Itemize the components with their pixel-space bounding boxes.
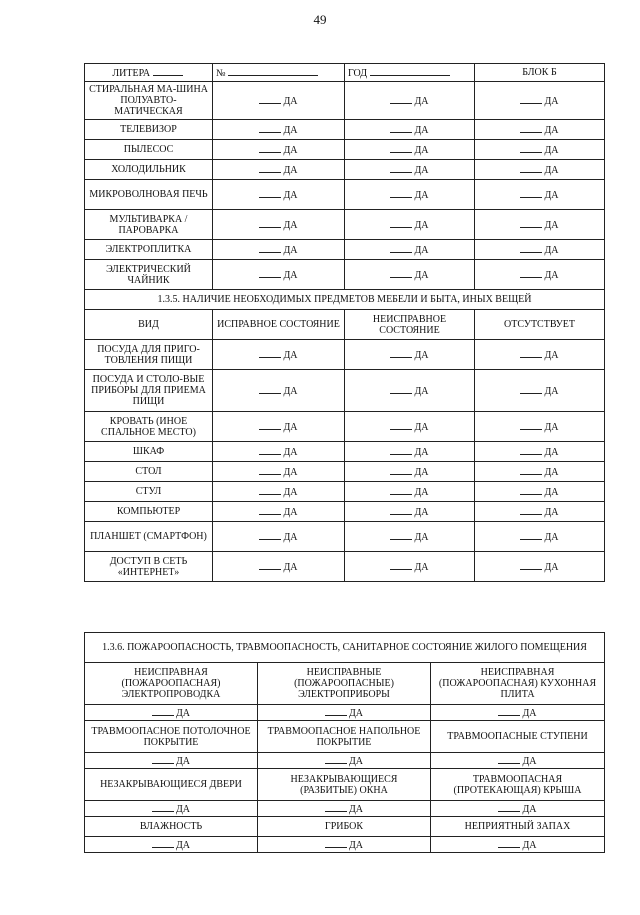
- hazard-answer-row: [85, 801, 605, 817]
- furniture-name: СТОЛ: [85, 462, 213, 482]
- da-cell: [475, 120, 605, 140]
- da-answer-field[interactable]: [390, 420, 412, 430]
- da-cell: [345, 240, 475, 260]
- da-answer-field[interactable]: [325, 802, 347, 812]
- da-cell: [431, 753, 605, 769]
- da-answer-field[interactable]: [520, 348, 542, 358]
- da-answer-field[interactable]: [390, 188, 412, 198]
- da-cell: [345, 412, 475, 442]
- furniture-row: [85, 462, 605, 482]
- da-answer-field[interactable]: [520, 268, 542, 278]
- da-answer-field[interactable]: [259, 384, 281, 394]
- hazard-label: НЕПРИЯТНЫЙ ЗАПАХ: [431, 817, 605, 837]
- da-label: ДА: [283, 350, 298, 361]
- da-cell: [475, 412, 605, 442]
- hazard-label-row: [85, 721, 605, 753]
- da-answer-field[interactable]: [390, 465, 412, 475]
- da-answer-field[interactable]: [152, 706, 174, 716]
- appliance-name: ЭЛЕКТРИЧЕСКИЙ ЧАЙНИК: [85, 260, 213, 290]
- da-cell: [475, 370, 605, 412]
- furniture-row: [85, 412, 605, 442]
- hazard-label: НЕИСПРАВНАЯ (ПОЖАРООПАСНАЯ) ЭЛЕКТРОПРОВОДКА: [85, 663, 258, 705]
- da-cell: [431, 837, 605, 853]
- da-cell: [475, 502, 605, 522]
- furniture-row: [85, 502, 605, 522]
- da-cell: [345, 462, 475, 482]
- da-cell: [258, 801, 431, 817]
- furniture-name: ПОСУДА ДЛЯ ПРИГО-ТОВЛЕНИЯ ПИЩИ: [85, 340, 213, 370]
- da-answer-field[interactable]: [259, 163, 281, 173]
- da-answer-field[interactable]: [498, 838, 520, 848]
- appliances-furniture-table: [84, 63, 605, 582]
- da-answer-field[interactable]: [520, 420, 542, 430]
- litera-cell: [85, 64, 213, 82]
- number-field[interactable]: [228, 66, 318, 76]
- furniture-name: СТУЛ: [85, 482, 213, 502]
- da-answer-field[interactable]: [259, 268, 281, 278]
- appliance-name: СТИРАЛЬНАЯ МА-ШИНА ПОЛУАВТО-МАТИЧЕСКАЯ: [85, 82, 213, 120]
- da-label: ДА: [414, 165, 429, 176]
- da-cell: [475, 260, 605, 290]
- da-cell: [475, 442, 605, 462]
- section-135-title: 1.3.5. НАЛИЧИЕ НЕОБХОДИМЫХ ПРЕДМЕТОВ МЕБЕЛИ И БЫТА, ИНЫХ ВЕЩЕЙ: [85, 290, 605, 310]
- da-cell: [213, 82, 345, 120]
- da-cell: [213, 240, 345, 260]
- da-answer-field[interactable]: [259, 143, 281, 153]
- da-answer-field[interactable]: [325, 706, 347, 716]
- appliance-row: [85, 140, 605, 160]
- da-label: ДА: [522, 708, 537, 719]
- da-label: ДА: [348, 708, 364, 719]
- da-cell: [475, 180, 605, 210]
- appliance-name: МИКРОВОЛНОВАЯ ПЕЧЬ: [85, 180, 213, 210]
- da-cell: [475, 340, 605, 370]
- da-answer-field[interactable]: [520, 188, 542, 198]
- da-answer-field[interactable]: [520, 560, 542, 570]
- year-cell: [345, 64, 475, 82]
- da-cell: [213, 552, 345, 582]
- appliance-name: ЭЛЕКТРОПЛИТКА: [85, 240, 213, 260]
- da-cell: [213, 210, 345, 240]
- da-cell: [213, 160, 345, 180]
- appliance-row: [85, 82, 605, 120]
- appliance-row: [85, 120, 605, 140]
- da-answer-field[interactable]: [259, 94, 281, 104]
- da-label: ДА: [283, 145, 298, 156]
- da-answer-field[interactable]: [259, 465, 281, 475]
- da-answer-field[interactable]: [390, 505, 412, 515]
- da-label: ДА: [522, 840, 537, 851]
- section-136-title-row: [85, 633, 605, 663]
- da-cell: [213, 180, 345, 210]
- da-answer-field[interactable]: [520, 465, 542, 475]
- da-label: ДА: [283, 467, 298, 478]
- da-answer-field[interactable]: [259, 530, 281, 540]
- da-label: ДА: [348, 840, 364, 851]
- da-label: ДА: [544, 562, 559, 573]
- appliance-name: ПЫЛЕСОС: [85, 140, 213, 160]
- page-number: 49: [313, 12, 327, 27]
- da-label: ДА: [348, 804, 364, 815]
- da-cell: [213, 412, 345, 442]
- da-answer-field[interactable]: [152, 838, 174, 848]
- furniture-name: КРОВАТЬ (ИНОЕ СПАЛЬНОЕ МЕСТО): [85, 412, 213, 442]
- da-answer-field[interactable]: [152, 802, 174, 812]
- da-cell: [475, 482, 605, 502]
- column-header: НЕИСПРАВНОЕ СОСТОЯНИЕ: [345, 310, 475, 340]
- da-label: ДА: [544, 447, 559, 458]
- da-cell: [345, 210, 475, 240]
- da-label: ДА: [414, 96, 429, 107]
- da-cell: [85, 705, 258, 721]
- section-136-title: 1.3.6. ПОЖАРООПАСНОСТЬ, ТРАВМООПАСНОСТЬ, САНИТАРНОЕ СОСТОЯНИЕ ЖИЛОГО ПОМЕЩЕНИЯ: [85, 633, 605, 663]
- hazard-label: НЕИСПРАВНАЯ (ПОЖАРООПАСНАЯ) КУХОННАЯ ПЛИТА: [431, 663, 605, 705]
- da-label: ДА: [414, 532, 429, 543]
- da-label: ДА: [414, 487, 429, 498]
- da-answer-field[interactable]: [259, 505, 281, 515]
- da-cell: [258, 837, 431, 853]
- litera-label: ЛИТЕРА: [112, 68, 151, 79]
- da-label: ДА: [522, 756, 537, 767]
- da-cell: [345, 260, 475, 290]
- da-cell: [213, 370, 345, 412]
- column-header: ИСПРАВНОЕ СОСТОЯНИЕ: [213, 310, 345, 340]
- da-cell: [475, 140, 605, 160]
- furniture-row: [85, 522, 605, 552]
- da-answer-field[interactable]: [259, 218, 281, 228]
- da-cell: [475, 240, 605, 260]
- da-label: ДА: [544, 487, 559, 498]
- da-answer-field[interactable]: [325, 838, 347, 848]
- da-cell: [85, 801, 258, 817]
- da-label: ДА: [283, 270, 298, 281]
- hazard-label-row: [85, 663, 605, 705]
- da-cell: [213, 120, 345, 140]
- appliance-row: [85, 260, 605, 290]
- da-label: ДА: [544, 245, 559, 256]
- furniture-row: [85, 482, 605, 502]
- da-label: ДА: [175, 756, 191, 767]
- header-row: [85, 64, 605, 82]
- year-field[interactable]: [370, 66, 450, 76]
- da-label: ДА: [414, 422, 429, 433]
- da-cell: [475, 462, 605, 482]
- da-cell: [345, 160, 475, 180]
- da-label: ДА: [414, 447, 429, 458]
- da-label: ДА: [283, 386, 298, 397]
- da-cell: [345, 82, 475, 120]
- da-answer-field[interactable]: [520, 530, 542, 540]
- da-label: ДА: [348, 756, 364, 767]
- da-label: ДА: [283, 447, 298, 458]
- da-cell: [431, 705, 605, 721]
- da-label: ДА: [414, 145, 429, 156]
- da-cell: [213, 482, 345, 502]
- litera-field[interactable]: [153, 66, 183, 76]
- da-answer-field[interactable]: [390, 268, 412, 278]
- da-cell: [345, 502, 475, 522]
- da-label: ДА: [283, 422, 298, 433]
- da-label: ДА: [522, 804, 537, 815]
- hazard-label: ГРИБОК: [258, 817, 431, 837]
- da-label: ДА: [283, 532, 298, 543]
- da-label: ДА: [414, 350, 429, 361]
- hazard-label-row: [85, 769, 605, 801]
- da-cell: [85, 837, 258, 853]
- appliance-row: [85, 160, 605, 180]
- da-label: ДА: [175, 840, 191, 851]
- hazard-label: ТРАВМООПАСНЫЕ СТУПЕНИ: [431, 721, 605, 753]
- section-135-header-row: [85, 310, 605, 340]
- block-cell: [475, 64, 605, 82]
- da-label: ДА: [283, 245, 298, 256]
- da-answer-field[interactable]: [390, 243, 412, 253]
- appliance-row: [85, 240, 605, 260]
- da-answer-field[interactable]: [390, 163, 412, 173]
- block-label: БЛОК Б: [522, 67, 557, 78]
- da-label: ДА: [283, 125, 298, 136]
- hazard-answer-row: [85, 753, 605, 769]
- hazard-label: ТРАВМООПАСНАЯ (ПРОТЕКАЮЩАЯ) КРЫША: [431, 769, 605, 801]
- da-answer-field[interactable]: [390, 560, 412, 570]
- furniture-row: [85, 370, 605, 412]
- da-answer-field[interactable]: [390, 445, 412, 455]
- da-label: ДА: [544, 220, 559, 231]
- da-answer-field[interactable]: [259, 348, 281, 358]
- da-label: ДА: [414, 220, 429, 231]
- da-answer-field[interactable]: [498, 802, 520, 812]
- da-label: ДА: [283, 487, 298, 498]
- da-label: ДА: [544, 532, 559, 543]
- furniture-name: ПЛАНШЕТ (СМАРТФОН): [85, 522, 213, 552]
- da-cell: [213, 502, 345, 522]
- da-answer-field[interactable]: [259, 123, 281, 133]
- da-label: ДА: [414, 245, 429, 256]
- da-answer-field[interactable]: [520, 384, 542, 394]
- da-cell: [431, 801, 605, 817]
- da-label: ДА: [414, 562, 429, 573]
- da-label: ДА: [544, 270, 559, 281]
- da-answer-field[interactable]: [259, 485, 281, 495]
- hazard-answer-row: [85, 837, 605, 853]
- hazard-label: НЕИСПРАВНЫЕ (ПОЖАРООПАСНЫЕ) ЭЛЕКТРОПРИБОРЫ: [258, 663, 431, 705]
- da-answer-field[interactable]: [520, 143, 542, 153]
- da-answer-field[interactable]: [259, 560, 281, 570]
- furniture-name: ДОСТУП В СЕТЬ «ИНТЕРНЕТ»: [85, 552, 213, 582]
- da-cell: [475, 160, 605, 180]
- da-answer-field[interactable]: [498, 706, 520, 716]
- number-label: №: [216, 68, 226, 79]
- da-label: ДА: [414, 125, 429, 136]
- da-cell: [475, 552, 605, 582]
- da-answer-field[interactable]: [390, 530, 412, 540]
- da-cell: [213, 140, 345, 160]
- appliance-name: МУЛЬТИВАРКА / ПАРОВАРКА: [85, 210, 213, 240]
- da-cell: [475, 210, 605, 240]
- da-cell: [213, 442, 345, 462]
- da-cell: [345, 120, 475, 140]
- da-label: ДА: [544, 145, 559, 156]
- furniture-row: [85, 442, 605, 462]
- section-135-title-row: [85, 290, 605, 310]
- da-label: ДА: [175, 804, 191, 815]
- hazard-label: ВЛАЖНОСТЬ: [85, 817, 258, 837]
- da-cell: [345, 340, 475, 370]
- da-answer-field[interactable]: [259, 445, 281, 455]
- da-cell: [345, 180, 475, 210]
- furniture-row: [85, 340, 605, 370]
- da-cell: [345, 522, 475, 552]
- da-answer-field[interactable]: [259, 243, 281, 253]
- da-label: ДА: [544, 190, 559, 201]
- da-cell: [345, 482, 475, 502]
- da-label: ДА: [283, 562, 298, 573]
- da-answer-field[interactable]: [259, 420, 281, 430]
- da-answer-field[interactable]: [390, 348, 412, 358]
- hazard-label: ТРАВМООПАСНОЕ ПОТОЛОЧНОЕ ПОКРЫТИЕ: [85, 721, 258, 753]
- da-cell: [345, 552, 475, 582]
- da-label: ДА: [414, 190, 429, 201]
- da-label: ДА: [414, 270, 429, 281]
- da-label: ДА: [414, 386, 429, 397]
- appliance-name: ХОЛОДИЛЬНИК: [85, 160, 213, 180]
- da-answer-field[interactable]: [498, 754, 520, 764]
- da-cell: [475, 82, 605, 120]
- da-answer-field[interactable]: [520, 485, 542, 495]
- da-answer-field[interactable]: [325, 754, 347, 764]
- da-answer-field[interactable]: [520, 163, 542, 173]
- da-answer-field[interactable]: [520, 94, 542, 104]
- da-cell: [475, 522, 605, 552]
- number-cell: [213, 64, 345, 82]
- hazard-table: [84, 632, 605, 853]
- da-cell: [345, 370, 475, 412]
- da-label: ДА: [544, 125, 559, 136]
- da-label: ДА: [544, 96, 559, 107]
- da-cell: [213, 260, 345, 290]
- da-label: ДА: [283, 507, 298, 518]
- da-label: ДА: [283, 96, 298, 107]
- da-label: ДА: [544, 386, 559, 397]
- da-answer-field[interactable]: [259, 188, 281, 198]
- furniture-name: ШКАФ: [85, 442, 213, 462]
- hazard-label: НЕЗАКРЫВАЮЩИЕСЯ ДВЕРИ: [85, 769, 258, 801]
- da-label: ДА: [414, 467, 429, 478]
- da-label: ДА: [414, 507, 429, 518]
- year-label: ГОД: [348, 68, 368, 79]
- da-answer-field[interactable]: [520, 123, 542, 133]
- da-cell: [213, 522, 345, 552]
- da-label: ДА: [175, 708, 191, 719]
- da-cell: [345, 140, 475, 160]
- da-label: ДА: [544, 507, 559, 518]
- da-label: ДА: [544, 467, 559, 478]
- furniture-row: [85, 552, 605, 582]
- da-answer-field[interactable]: [390, 123, 412, 133]
- da-label: ДА: [283, 220, 298, 231]
- appliance-name: ТЕЛЕВИЗОР: [85, 120, 213, 140]
- da-label: ДА: [544, 422, 559, 433]
- da-answer-field[interactable]: [390, 143, 412, 153]
- appliance-row: [85, 180, 605, 210]
- column-header: ВИД: [85, 310, 213, 340]
- hazard-label: НЕЗАКРЫВАЮЩИЕСЯ (РАЗБИТЫЕ) ОКНА: [258, 769, 431, 801]
- da-cell: [258, 753, 431, 769]
- furniture-name: ПОСУДА И СТОЛО-ВЫЕ ПРИБОРЫ ДЛЯ ПРИЕМА ПИЩИ: [85, 370, 213, 412]
- da-cell: [345, 442, 475, 462]
- appliance-row: [85, 210, 605, 240]
- da-cell: [85, 753, 258, 769]
- da-answer-field[interactable]: [520, 445, 542, 455]
- da-answer-field[interactable]: [390, 485, 412, 495]
- hazard-label-row: [85, 817, 605, 837]
- da-label: ДА: [544, 165, 559, 176]
- da-label: ДА: [283, 190, 298, 201]
- da-answer-field[interactable]: [520, 505, 542, 515]
- da-answer-field[interactable]: [152, 754, 174, 764]
- da-answer-field[interactable]: [520, 243, 542, 253]
- da-answer-field[interactable]: [390, 94, 412, 104]
- column-header: ОТСУТСТВУЕТ: [475, 310, 605, 340]
- hazard-answer-row: [85, 705, 605, 721]
- da-answer-field[interactable]: [390, 218, 412, 228]
- da-answer-field[interactable]: [520, 218, 542, 228]
- da-label: ДА: [544, 350, 559, 361]
- da-cell: [213, 340, 345, 370]
- da-cell: [213, 462, 345, 482]
- da-answer-field[interactable]: [390, 384, 412, 394]
- furniture-name: КОМПЬЮТЕР: [85, 502, 213, 522]
- da-cell: [258, 705, 431, 721]
- da-label: ДА: [283, 165, 298, 176]
- hazard-label: ТРАВМООПАСНОЕ НАПОЛЬНОЕ ПОКРЫТИЕ: [258, 721, 431, 753]
